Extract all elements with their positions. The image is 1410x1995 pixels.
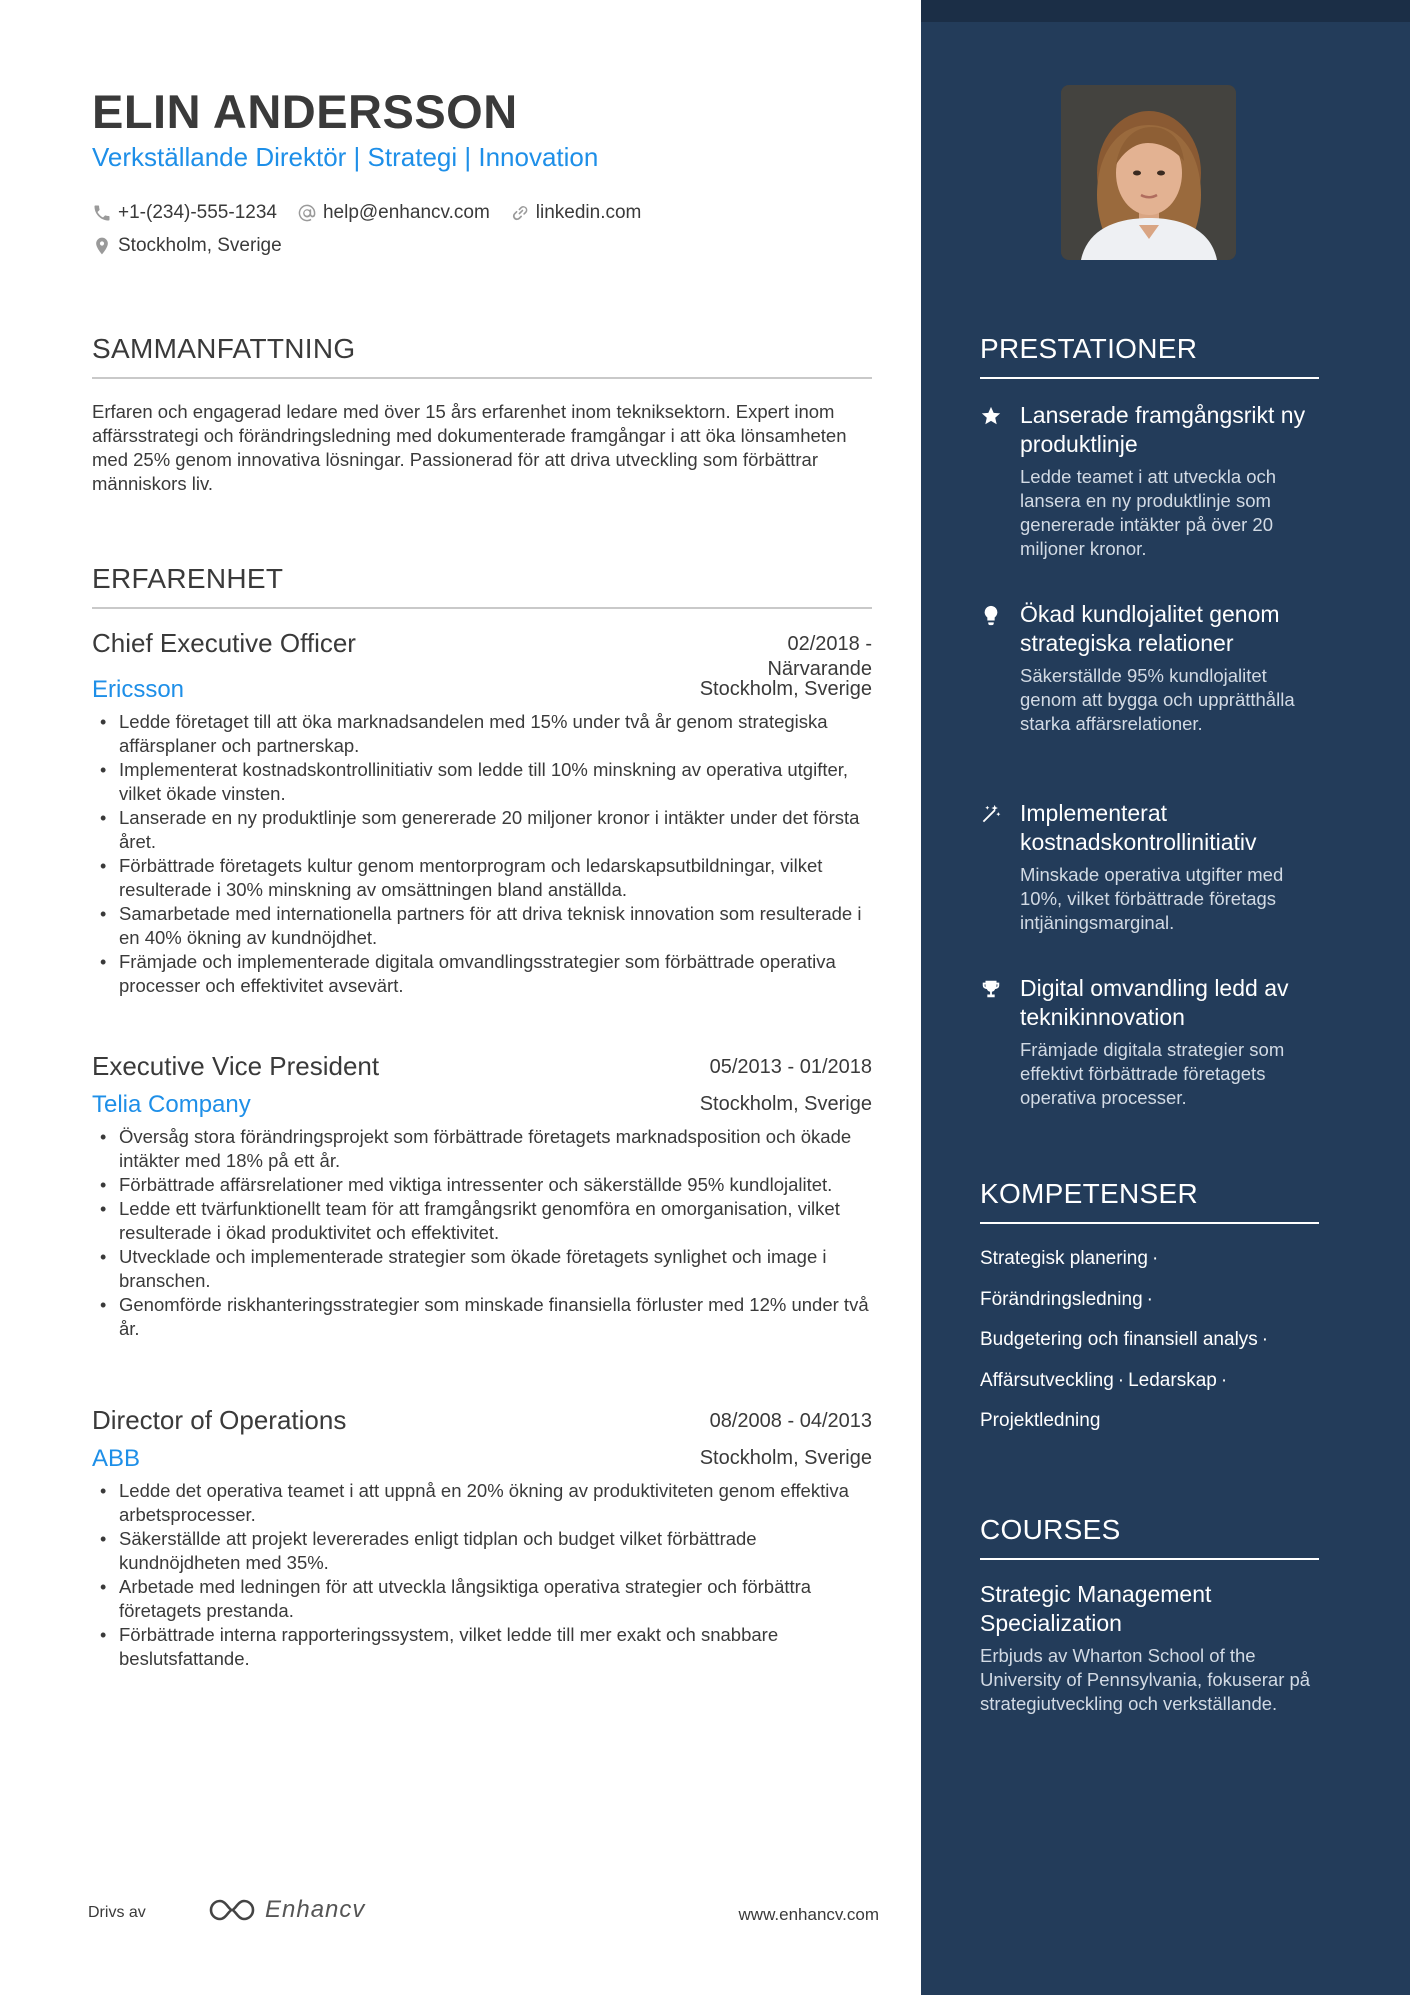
list-item: • Ledde ett tvärfunktionellt team för att framgångsrikt genomföra en omorganisation, vilket resulterade i ökad produktivitet och effektivitet. (92, 1197, 872, 1245)
summary-section (92, 333, 872, 496)
job-entry (92, 628, 872, 998)
courses-title: COURSES (980, 1514, 1319, 1560)
footer (0, 1890, 921, 1940)
sidebar (921, 0, 1410, 1995)
skill-tag: Förändringsledning (980, 1288, 1143, 1310)
skills-section (980, 1178, 1319, 1447)
list-item: • Förbättrade affärsrelationer med viktiga intressenter och säkerställde 95% kundlojalitet. (92, 1173, 872, 1197)
job-title: Chief Executive Officer (92, 628, 356, 658)
achievement-desc: Främjade digitala strategier som effektivt förbättrade företagets operativa processer. (1020, 1039, 1285, 1108)
lightbulb-icon (980, 604, 1002, 626)
skill-tag: Strategisk planering (980, 1248, 1148, 1269)
profile-photo (1061, 85, 1236, 260)
company-name: ABB (92, 1445, 141, 1472)
skills-title: KOMPETENSER (980, 1178, 1319, 1224)
job-location: Stockholm, Sverige (699, 1447, 872, 1469)
job-title: Executive Vice President (92, 1051, 380, 1081)
sidebar-top-strip (921, 0, 1410, 22)
company-name: Telia Company (92, 1091, 251, 1118)
achievement-title: Lanserade framgångsrikt ny produktlinje (1020, 402, 1306, 457)
achievement-item (980, 600, 1319, 736)
phone-text: +1-(234)-555-1234 (118, 201, 277, 223)
job-dates: 05/2013 - 01/2018 (709, 1056, 872, 1078)
list-item: • Främjade och implementerade digitala omvandlingsstrategier som förbättrade operativa processer och effektivitet avsevärt. (92, 950, 872, 998)
email-text: help@enhancv.com (322, 201, 490, 223)
achievement-desc: Säkerställde 95% kundlojalitet genom att bygga och upprätthålla starka affärsrelationer. (1020, 665, 1295, 734)
location-pin-icon (92, 236, 112, 256)
achievements-title: PRESTATIONER (980, 333, 1319, 379)
course-title: Strategic Management Specialization (980, 1581, 1212, 1636)
skill-tag: Budgetering och finansiell analys (980, 1329, 1258, 1350)
job-entry (92, 1051, 872, 1341)
skill-tag: Affärsutveckling (980, 1369, 1114, 1391)
skill-separator: · (1220, 1369, 1228, 1391)
list-item: • Arbetade med ledningen för att utveckla långsiktiga operativa strategier och förbättra företagets prestanda. (92, 1575, 872, 1623)
list-item: • Säkerställde att projekt levererades enligt tidplan och budget vilket förbättrade kundnöjdheten med 35%. (92, 1527, 872, 1575)
star-icon (980, 405, 1002, 427)
phone-contact[interactable] (92, 202, 277, 224)
experience-title: ERFARENHET (92, 563, 872, 609)
list-item: • Samarbetade med internationella partners för att driva teknisk innovation som resulterade i en 40% ökning av kundnöjdhet. (92, 902, 872, 950)
linkedin-contact[interactable] (510, 202, 642, 224)
skill-tag: Ledarskap (1128, 1369, 1217, 1391)
job-location: Stockholm, Sverige (699, 678, 872, 700)
skill-separator: · (1151, 1248, 1159, 1269)
list-item: • Förbättrade företagets kultur genom mentorprogram och ledarskapsutbildningar, vilket resulterade i 30% minskning av omsättningen bland anställda. (92, 854, 872, 902)
phone-icon (92, 203, 112, 223)
achievement-title: Implementerat kostnadskontrollinitiativ (1020, 800, 1257, 855)
portrait-image (1061, 85, 1236, 260)
brand-name: Enhancv (265, 1896, 366, 1923)
list-item: • Genomförde riskhanteringsstrategier som minskade finansiella förluster med 12% under två år. (92, 1293, 872, 1341)
job-dates (767, 632, 872, 682)
company-name: Ericsson (92, 676, 185, 703)
courses-section (980, 1514, 1319, 1716)
link-icon (510, 203, 530, 223)
email-contact[interactable] (297, 202, 490, 224)
trophy-icon (980, 978, 1002, 1000)
wand-icon (980, 803, 1002, 825)
location-contact (92, 235, 282, 257)
list-item: • Lanserade en ny produktlinje som genererade 20 miljoner kronor i intäkter under det första året. (92, 806, 872, 854)
job-bullets (92, 1479, 872, 1671)
achievements-section (980, 333, 1319, 379)
course-desc: Erbjuds av Wharton School of the University of Pennsylvania, fokuserar på strategiutveckling och verkställande. (980, 1645, 1311, 1714)
job-bullets (92, 710, 872, 998)
summary-text: Erfaren och engagerad ledare med över 15 års erfarenhet inom tekniksektorn. Expert inom affärsstrategi och förändringsledning med dokumenterade framgångar i att öka lönsamheten med 25% genom innovativa lösningar. Passionerad för att driva utveckling som förbättrar människors liv. (92, 401, 847, 494)
list-item: • Ledde företaget till att öka marknadsandelen med 15% under två år genom strategiska affärsplaner och partnerskap. (92, 710, 872, 758)
achievement-title: Ökad kundlojalitet genom strategiska relationer (1020, 601, 1280, 656)
experience-section (92, 563, 872, 609)
achievement-desc: Ledde teamet i att utveckla och lansera en ny produktlinje som genererade intäkter på över 20 miljoner kronor. (1020, 466, 1277, 559)
contact-info (92, 196, 892, 262)
skill-separator: · (1117, 1369, 1125, 1391)
job-dates: 08/2008 - 04/2013 (709, 1410, 872, 1432)
skills-list (980, 1244, 1319, 1447)
location-text: Stockholm, Sverige (118, 234, 282, 256)
job-entry (92, 1405, 872, 1671)
achievement-title: Digital omvandling ledd av teknikinnovation (1020, 975, 1289, 1030)
enhancv-logo-icon (207, 1896, 257, 1924)
skill-separator: · (1146, 1288, 1153, 1310)
job-dates-start: 02/2018 - (787, 633, 872, 655)
candidate-name: ELIN ANDERSSON (92, 85, 518, 138)
list-item: • Översåg stora förändringsprojekt som förbättrade företagets marknadsposition och ökade intäkter med 18% på ett år. (92, 1125, 872, 1173)
achievement-desc: Minskade operativa utgifter med 10%, vilket förbättrade företags intjäningsmarginal. (1020, 864, 1284, 933)
job-dates-end: Närvarande (767, 658, 872, 680)
enhancv-logo[interactable] (207, 1896, 365, 1924)
list-item: • Förbättrade interna rapporteringssystem, vilket ledde till mer exakt och snabbare beslutsfattande. (92, 1623, 872, 1671)
summary-title: SAMMANFATTNING (92, 333, 872, 379)
skill-separator: · (1261, 1329, 1269, 1350)
linkedin-text: linkedin.com (535, 201, 642, 223)
job-location: Stockholm, Sverige (699, 1093, 872, 1115)
at-icon (297, 203, 317, 223)
list-item: • Implementerat kostnadskontrollinitiativ som ledde till 10% minskning av operativa utgifter, vilket ökade vinsten. (92, 758, 872, 806)
achievement-item (980, 974, 1319, 1110)
powered-by-label: Drivs av (88, 1904, 146, 1921)
headline: Verkställande Direktör | Strategi | Innovation (92, 142, 599, 172)
skill-tag: Projektledning (980, 1410, 1101, 1431)
website-link[interactable]: www.enhancv.com (738, 1905, 879, 1924)
list-item: • Ledde det operativa teamet i att uppnå en 20% ökning av produktiviteten genom effektiva arbetsprocesser. (92, 1479, 872, 1527)
achievement-item (980, 799, 1319, 935)
job-title: Director of Operations (92, 1405, 347, 1435)
job-bullets (92, 1125, 872, 1341)
achievement-item (980, 401, 1319, 561)
list-item: • Utvecklade och implementerade strategier som ökade företagets synlighet och image i branschen. (92, 1245, 872, 1293)
